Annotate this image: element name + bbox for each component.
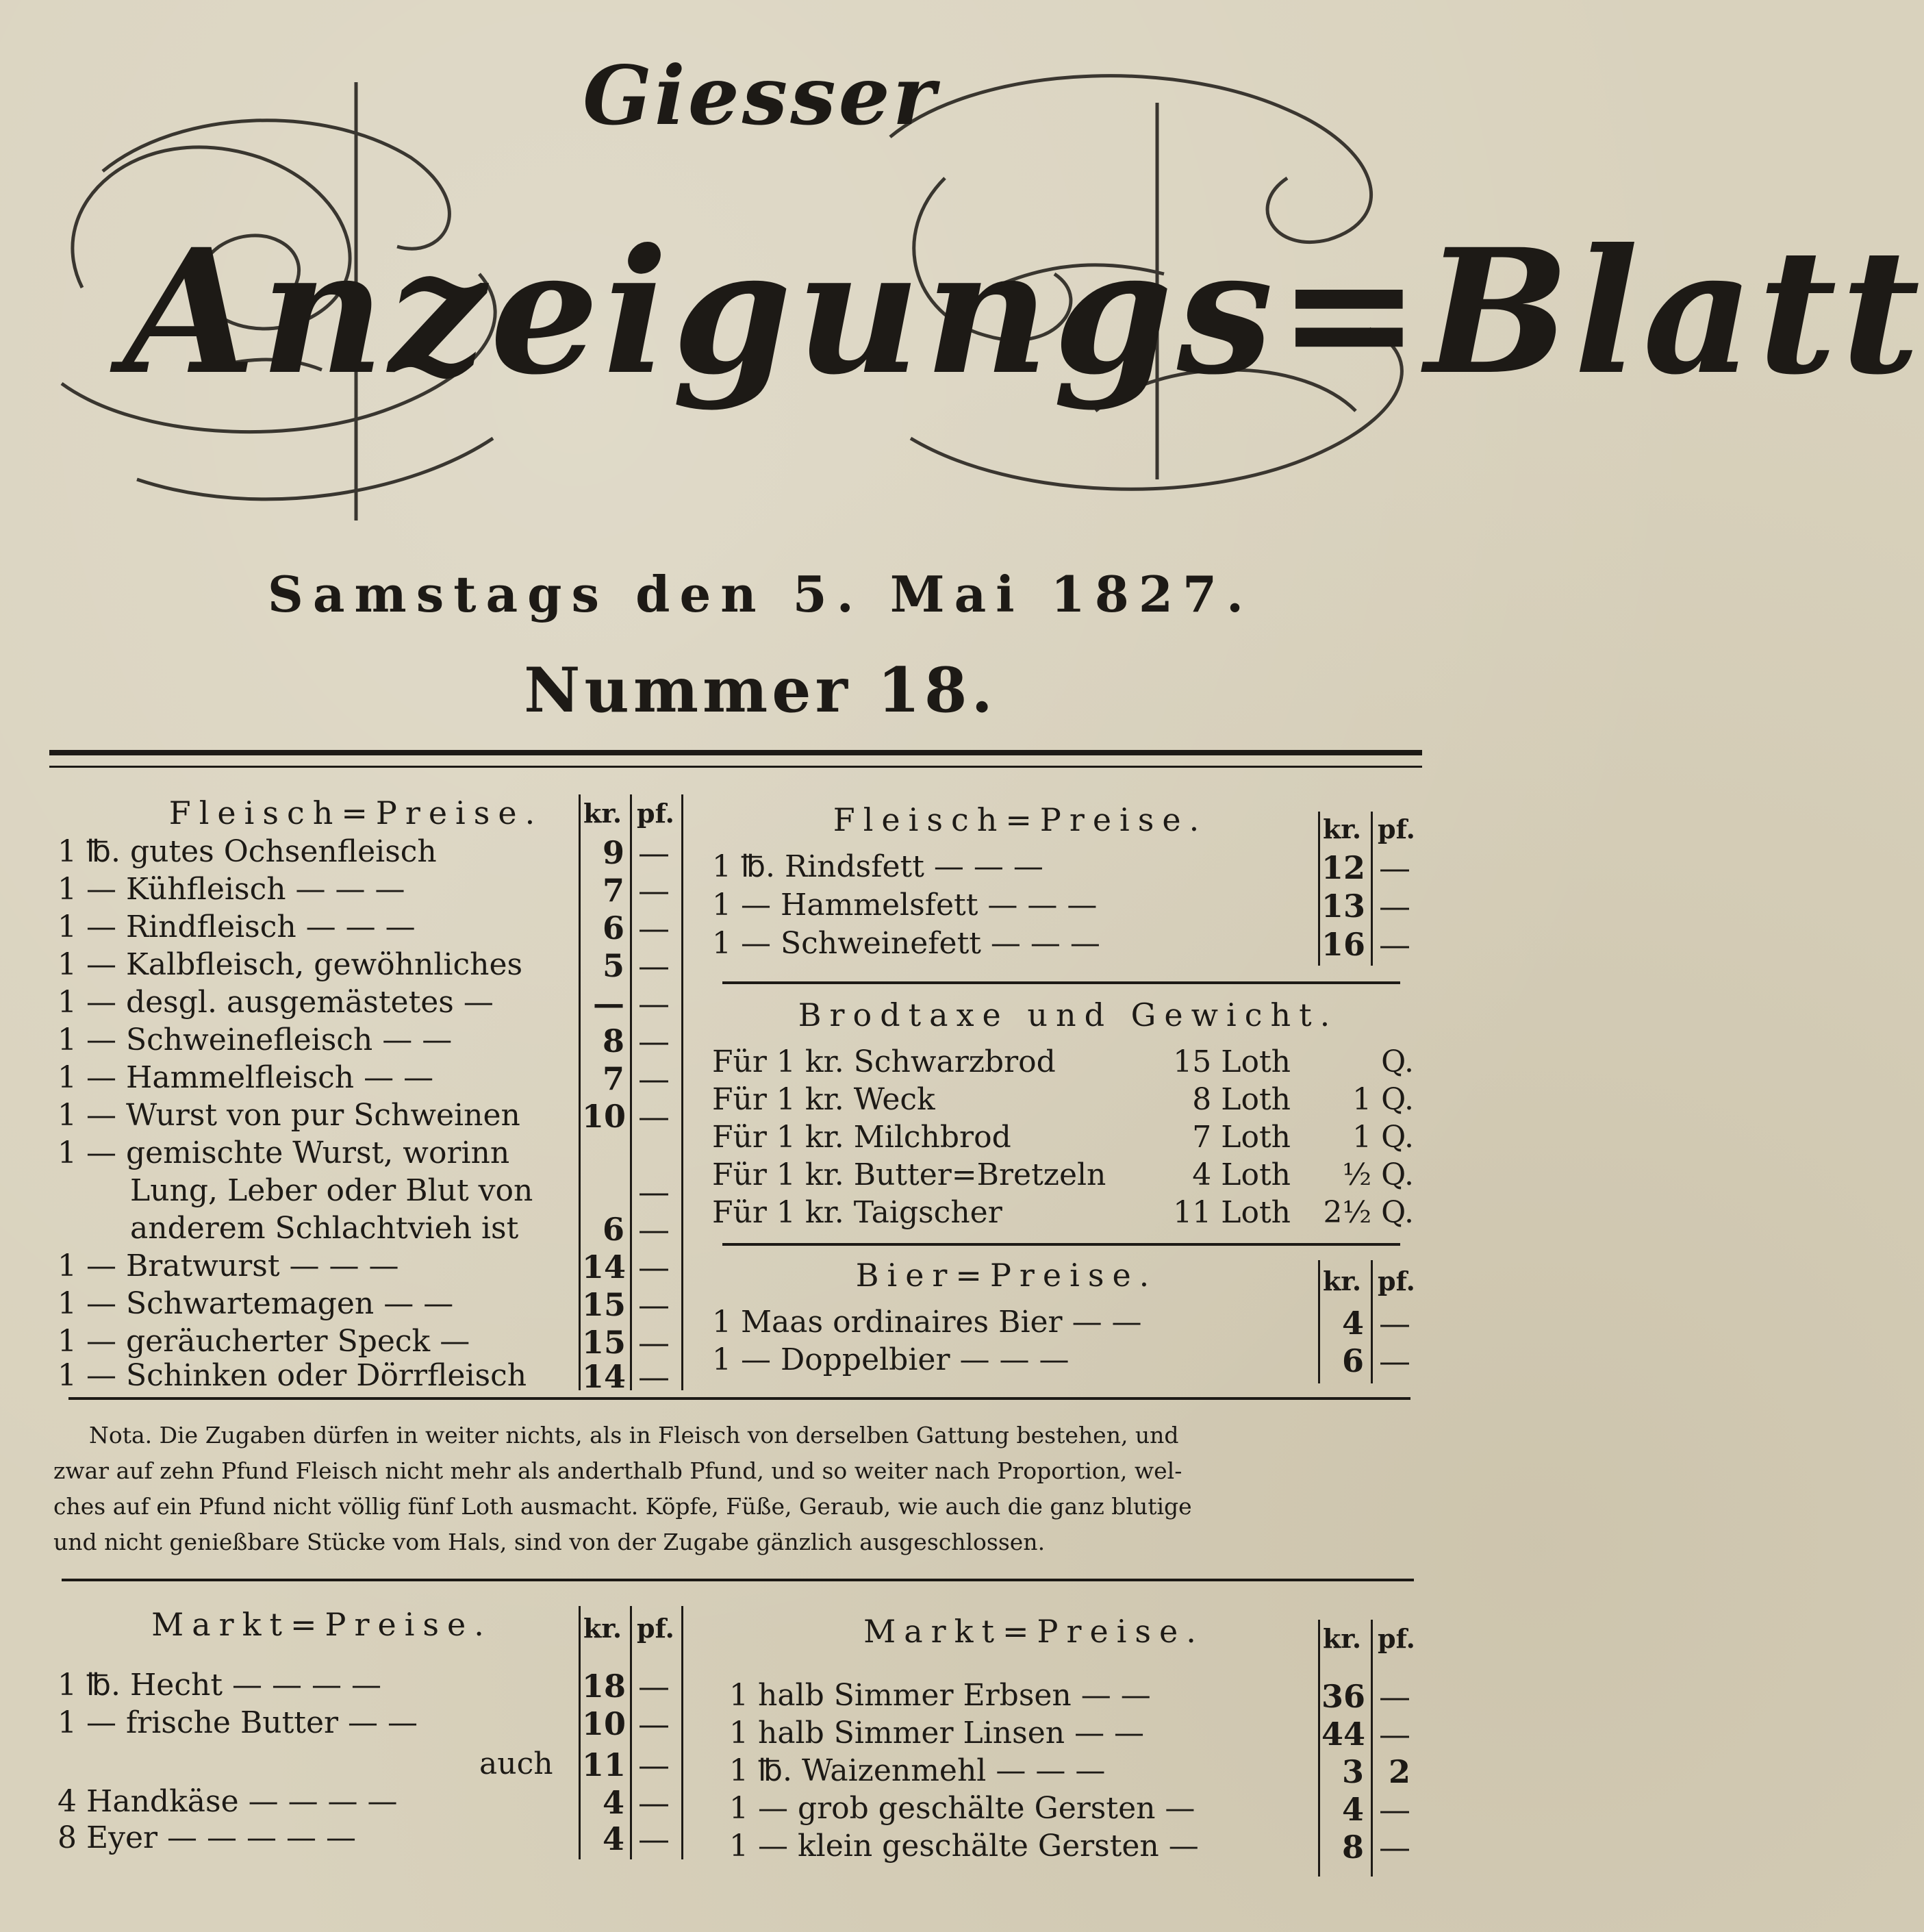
markt-right-row-kr: 8 xyxy=(1341,1829,1364,1866)
markt-left-row-pf: — xyxy=(638,1705,670,1742)
masthead-title: Anzeigungs=Blatt xyxy=(123,211,1924,412)
fleisch-right-header: Fleisch=Preise. xyxy=(833,801,1208,838)
issue-date: Samstags den 5. Mai 1827. xyxy=(267,565,1254,623)
markt-right-header: Markt=Preise. xyxy=(863,1613,1204,1650)
fleisch-left-row-kr: 5 xyxy=(602,947,624,984)
brodtaxe-header: Brodtaxe und Gewicht. xyxy=(798,996,1339,1033)
nota-top-rule xyxy=(68,1397,1410,1400)
fleisch-left-vline-3 xyxy=(681,794,683,1390)
markt-right-row-label: 1 — grob geschälte Gersten — xyxy=(729,1791,1195,1826)
markt-right-row-pf: — xyxy=(1379,1716,1410,1753)
fleisch-left-row-label: 1 — geräucherter Speck — xyxy=(58,1324,470,1359)
markt-right-row-pf: — xyxy=(1379,1791,1410,1828)
bier-row-pf: — xyxy=(1379,1305,1410,1342)
fleisch-left-row-pf: — xyxy=(638,909,670,946)
markt-left-kr-header: kr. xyxy=(583,1613,622,1644)
brodtaxe-row-q: 2½ Q. xyxy=(1323,1195,1414,1230)
fleisch-left-kr-header: kr. xyxy=(583,798,622,829)
issue-number: Nummer 18. xyxy=(524,654,997,727)
fleisch-left-row-kr: 14 xyxy=(582,1358,626,1395)
markt-right-row-pf: 2 xyxy=(1388,1753,1410,1790)
fleisch-right-row-label: 1 — Schweinefett — — — xyxy=(712,926,1100,961)
fleisch-left-row-label: 1 — gemischte Wurst, worinn xyxy=(58,1136,510,1170)
fleisch-left-row-label: 1 — Kalbfleisch, gewöhnliches xyxy=(58,947,523,982)
fleisch-right-vline-2 xyxy=(1371,812,1373,966)
markt-left-row-label: 1 ℔. Hecht — — — — xyxy=(58,1668,381,1703)
bier-row-pf: — xyxy=(1379,1342,1410,1379)
fleisch-left-row-label: 1 — Kühfleisch — — — xyxy=(58,872,405,907)
fleisch-right-row-pf: — xyxy=(1379,849,1410,886)
bier-row-label: 1 — Doppelbier — — — xyxy=(712,1342,1069,1377)
fleisch-left-row-pf: — xyxy=(638,872,670,909)
top-rule-thin xyxy=(49,766,1422,768)
fleisch-left-row-label: 1 — Hammelfleisch — — xyxy=(58,1060,434,1095)
fleisch-left-row-label: 1 — Wurst von pur Schweinen xyxy=(58,1098,520,1133)
brodtaxe-row-label: Für 1 kr. Weck xyxy=(712,1082,935,1117)
brodtaxe-row-loth: 15 Loth xyxy=(1173,1044,1291,1079)
nota-line: und nicht genießbare Stücke vom Hals, sind von der Zugabe gänzlich ausgeschlossen. xyxy=(53,1529,1046,1555)
fleisch-right-vline-1 xyxy=(1318,812,1320,966)
bier-pf-header: pf. xyxy=(1378,1266,1415,1296)
fleisch-left-pf-header: pf. xyxy=(637,798,674,829)
markt-right-kr-header: kr. xyxy=(1323,1623,1362,1654)
bier-row-kr: 4 xyxy=(1341,1305,1364,1342)
fleisch-right-row-label: 1 — Hammelsfett — — — xyxy=(712,888,1098,923)
fleisch-left-row-pf: — xyxy=(638,1211,670,1248)
markt-right-row-label: 1 ℔. Waizenmehl — — — xyxy=(729,1753,1106,1788)
markt-right-row-kr: 4 xyxy=(1341,1791,1364,1828)
markt-right-row-kr: 3 xyxy=(1341,1753,1364,1790)
nota-line: Nota. Die Zugaben dürfen in weiter nichts, als in Fleisch von derselben Gattung bestehen, und xyxy=(89,1422,1179,1448)
fleisch-left-row-kr: 8 xyxy=(602,1023,624,1059)
markt-right-row-label: 1 halb Simmer Erbsen — — xyxy=(729,1678,1151,1713)
bier-vline-1 xyxy=(1318,1260,1320,1383)
brodtaxe-row-q: 1 Q. xyxy=(1352,1082,1414,1117)
fleisch-left-vline-2 xyxy=(630,794,632,1390)
markt-right-row-label: 1 halb Simmer Linsen — — xyxy=(729,1716,1145,1751)
fleisch-left-row-kr: 14 xyxy=(582,1249,626,1285)
bier-row-label: 1 Maas ordinaires Bier — — xyxy=(712,1305,1142,1340)
fleisch-left-row-pf: — xyxy=(638,1358,670,1395)
fleisch-left-row-pf: — xyxy=(638,1324,670,1361)
fleisch-left-row-pf: — xyxy=(638,947,670,984)
markt-left-vline-2 xyxy=(630,1606,632,1859)
markt-left-header: Markt=Preise. xyxy=(151,1606,492,1643)
markt-left-pf-header: pf. xyxy=(637,1613,674,1644)
fleisch-left-row-label: Lung, Leber oder Blut von xyxy=(130,1173,533,1208)
fleisch-right-row-label: 1 ℔. Rindsfett — — — xyxy=(712,849,1043,884)
fleisch-left-row-label: 1 — Schinken oder Dörrfleisch xyxy=(58,1358,527,1393)
markt-right-vline-1 xyxy=(1318,1620,1320,1877)
markt-right-row-pf: — xyxy=(1379,1829,1410,1866)
fleisch-right-row-pf: — xyxy=(1379,926,1410,963)
markt-left-row-kr: 4 xyxy=(602,1784,624,1821)
fleisch-left-vline-1 xyxy=(579,794,581,1390)
fleisch-left-row-kr: 6 xyxy=(602,909,624,946)
nota-line: ches auf ein Pfund nicht völlig fünf Loth ausmacht. Köpfe, Füße, Geraub, wie auch die ganz blutige xyxy=(53,1493,1192,1520)
brodtaxe-row-loth: 4 Loth xyxy=(1192,1157,1291,1192)
masthead-title-top: Giesser xyxy=(583,48,938,143)
brodtaxe-row-label: Für 1 kr. Milchbrod xyxy=(712,1120,1011,1155)
brodtaxe-row-label: Für 1 kr. Butter=Bretzeln xyxy=(712,1157,1106,1192)
bier-kr-header: kr. xyxy=(1323,1266,1362,1296)
markt-left-row-pf: — xyxy=(638,1668,670,1705)
fleisch-right-row-kr: 12 xyxy=(1321,849,1366,886)
fleisch-right-row-pf: — xyxy=(1379,888,1410,925)
fleisch-left-row-kr: 10 xyxy=(582,1098,626,1135)
bier-vline-2 xyxy=(1371,1260,1373,1383)
top-rule-thick xyxy=(49,750,1422,755)
markt-right-vline-2 xyxy=(1371,1620,1373,1877)
fleisch-left-row-pf: — xyxy=(638,1286,670,1323)
fleisch-left-header: Fleisch=Preise. xyxy=(168,794,544,831)
markt-left-row-kr: 10 xyxy=(582,1705,626,1742)
markt-left-row-label: 1 — frische Butter — — xyxy=(58,1705,418,1740)
fleisch-left-row-kr: 7 xyxy=(602,872,624,909)
fleisch-left-row-label: 1 — Schwartemagen — — xyxy=(58,1286,454,1321)
markt-left-row-kr: 18 xyxy=(582,1668,626,1705)
fleisch-left-row-pf: — xyxy=(638,1023,670,1059)
fleisch-left-row-pf: — xyxy=(638,834,670,871)
fleisch-left-row-kr: — xyxy=(593,985,624,1022)
fleisch-left-row-label: 1 — desgl. ausgemästetes — xyxy=(58,985,494,1020)
markt-left-vline-1 xyxy=(579,1606,581,1859)
fleisch-left-row-label: 1 — Schweinefleisch — — xyxy=(58,1023,453,1057)
markt-left-row-pf: — xyxy=(638,1784,670,1821)
markt-right-row-kr: 36 xyxy=(1321,1678,1366,1715)
bier-row-kr: 6 xyxy=(1341,1342,1364,1379)
fleisch-left-row-pf: — xyxy=(638,1098,670,1135)
markt-left-row-kr: 11 xyxy=(582,1746,626,1783)
markt-right-row-kr: 44 xyxy=(1321,1716,1366,1753)
fleisch-right-divider xyxy=(722,981,1400,984)
fleisch-left-row-pf: — xyxy=(638,1249,670,1285)
fleisch-right-pf-header: pf. xyxy=(1378,814,1415,844)
fleisch-left-row-label: 1 ℔. gutes Ochsenfleisch xyxy=(58,834,437,869)
nota-line: zwar auf zehn Pfund Fleisch nicht mehr als anderthalb Pfund, und so weiter nach Proportion, wel- xyxy=(53,1457,1182,1484)
markt-left-row-label: 8 Eyer — — — — — xyxy=(58,1820,356,1855)
markt-left-vline-3 xyxy=(681,1606,683,1859)
brodtaxe-divider xyxy=(722,1243,1400,1246)
fleisch-right-row-kr: 16 xyxy=(1321,926,1366,963)
fleisch-right-row-kr: 13 xyxy=(1321,888,1366,925)
markt-left-row-label: auch xyxy=(479,1746,553,1781)
fleisch-left-row-pf: — xyxy=(638,985,670,1022)
brodtaxe-row-q: 1 Q. xyxy=(1352,1120,1414,1155)
bier-header: Bier=Preise. xyxy=(855,1257,1158,1294)
fleisch-left-row-label: anderem Schlachtvieh ist xyxy=(130,1211,519,1246)
markt-right-row-pf: — xyxy=(1379,1678,1410,1715)
markt-right-row-label: 1 — klein geschälte Gersten — xyxy=(729,1829,1199,1864)
markt-left-row-kr: 4 xyxy=(602,1820,624,1857)
brodtaxe-row-loth: 11 Loth xyxy=(1173,1195,1291,1230)
fleisch-left-row-pf: — xyxy=(638,1060,670,1097)
fleisch-left-row-kr: 15 xyxy=(582,1286,626,1323)
brodtaxe-row-label: Für 1 kr. Schwarzbrod xyxy=(712,1044,1056,1079)
markt-left-row-pf: — xyxy=(638,1820,670,1857)
fleisch-left-row-kr: 15 xyxy=(582,1324,626,1361)
markt-right-pf-header: pf. xyxy=(1378,1623,1415,1654)
markt-left-row-pf: — xyxy=(638,1746,670,1783)
brodtaxe-row-loth: 7 Loth xyxy=(1192,1120,1291,1155)
brodtaxe-row-loth: 8 Loth xyxy=(1192,1082,1291,1117)
fleisch-right-kr-header: kr. xyxy=(1323,814,1362,844)
markt-top-rule xyxy=(62,1579,1414,1581)
fleisch-left-row-kr: 7 xyxy=(602,1060,624,1097)
fleisch-left-row-pf: — xyxy=(638,1173,670,1210)
fleisch-left-row-label: 1 — Bratwurst — — — xyxy=(58,1249,399,1283)
fleisch-left-row-kr: 6 xyxy=(602,1211,624,1248)
brodtaxe-row-q: Q. xyxy=(1381,1044,1414,1079)
markt-left-row-label: 4 Handkäse — — — — xyxy=(58,1784,398,1819)
brodtaxe-row-q: ½ Q. xyxy=(1342,1157,1414,1192)
fleisch-left-row-label: 1 — Rindfleisch — — — xyxy=(58,909,416,944)
brodtaxe-row-label: Für 1 kr. Taigscher xyxy=(712,1195,1002,1230)
fleisch-left-row-kr: 9 xyxy=(602,834,624,871)
